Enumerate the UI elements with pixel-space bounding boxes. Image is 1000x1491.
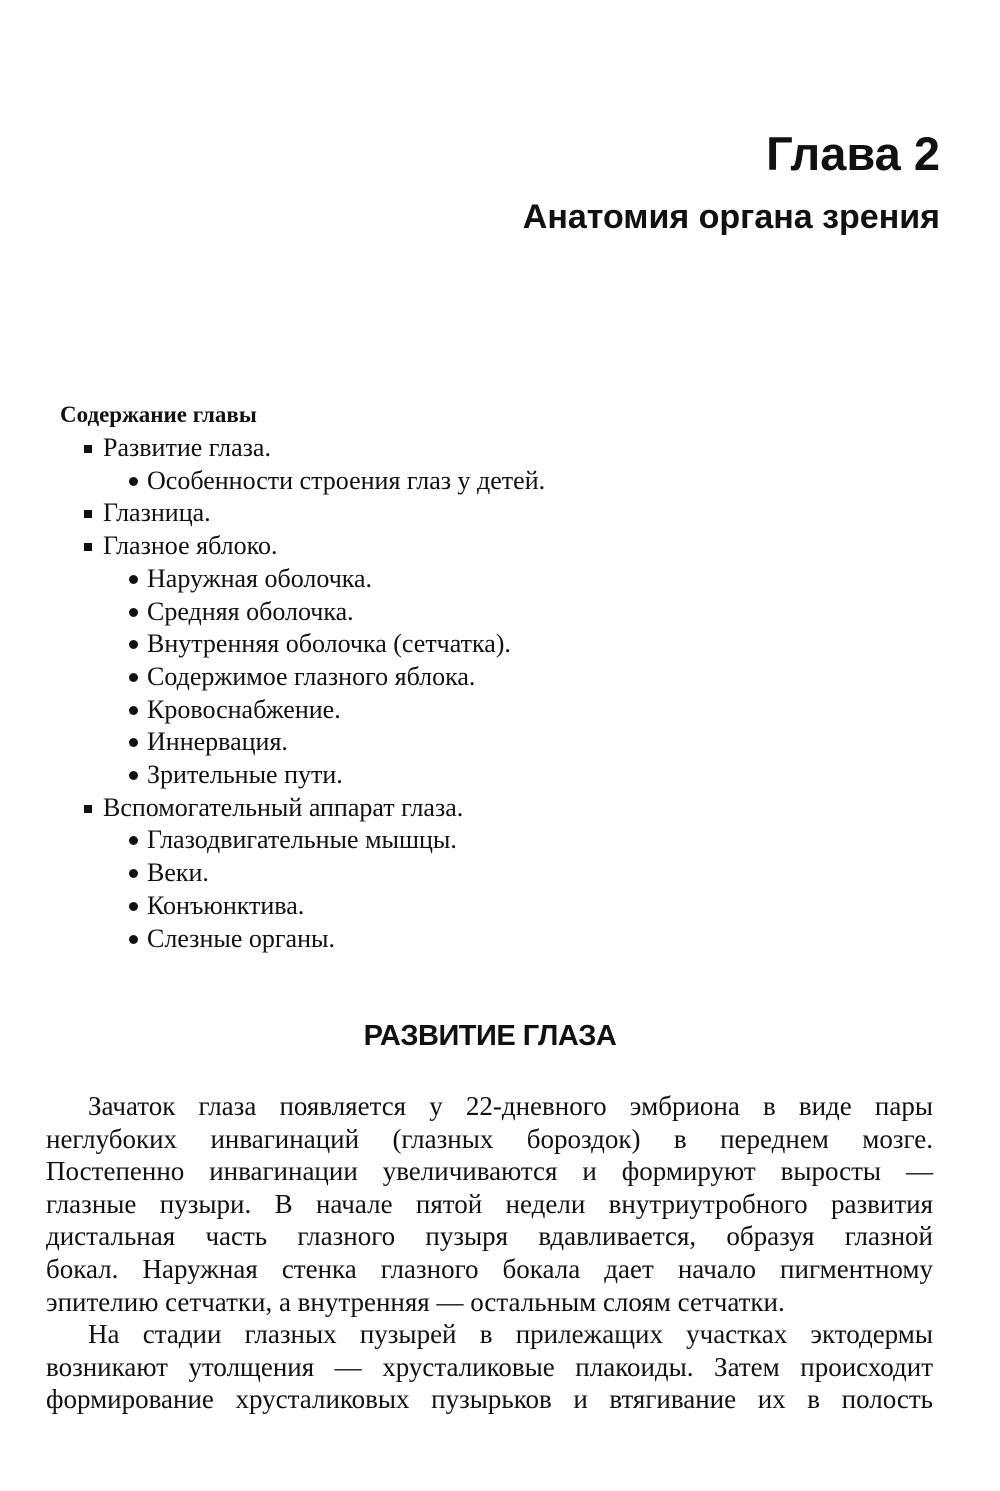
round-bullet-icon: [129, 575, 138, 584]
contents-item: [60, 890, 545, 923]
round-bullet-icon: [129, 836, 138, 845]
square-bullet-icon: [84, 445, 92, 453]
chapter-title: Анатомия органа зрения: [522, 198, 940, 236]
text-line: дистальная часть глазного пузыря вдавливается, образуя глазной: [46, 1221, 933, 1252]
contents-item-label: Слезные органы.: [147, 923, 335, 953]
square-bullet-icon: [84, 510, 92, 518]
round-bullet-icon: [129, 706, 138, 715]
chapter-contents: [60, 398, 545, 955]
round-bullet-icon: [129, 640, 138, 649]
section-body: [46, 1090, 933, 1416]
contents-item-label: Особенности строения глаз у детей.: [147, 465, 546, 495]
round-bullet-icon: [129, 902, 138, 911]
contents-item-label: Вспомогательный аппарат глаза.: [103, 792, 464, 822]
contents-item-label: Внутренняя оболочка (сетчатка).: [147, 629, 511, 659]
text-line: глазные пузыри. В начале пятой недели внутриутробного развития: [46, 1188, 933, 1219]
text-line: возникают утолщения — хрусталиковые плакоиды. Затем происходит: [46, 1351, 933, 1382]
round-bullet-icon: [129, 869, 138, 878]
contents-item-label: Наружная оболочка.: [147, 563, 373, 593]
round-bullet-icon: [129, 935, 138, 944]
paragraph: [46, 1090, 933, 1318]
contents-item: [60, 824, 545, 857]
contents-item: [60, 694, 545, 727]
round-bullet-icon: [129, 673, 138, 682]
contents-item-label: Глазное яблоко.: [103, 531, 278, 561]
round-bullet-icon: [129, 477, 138, 486]
contents-item: [60, 596, 545, 629]
contents-item: [60, 923, 545, 956]
contents-item-label: Глазница.: [103, 498, 211, 528]
round-bullet-icon: [129, 771, 138, 780]
section-heading: РАЗВИТИЕ ГЛАЗА: [363, 1020, 617, 1052]
contents-item: [60, 497, 545, 530]
contents-item: [60, 628, 545, 661]
contents-item-label: Развитие глаза.: [103, 433, 271, 462]
round-bullet-icon: [129, 738, 138, 747]
square-bullet-icon: [84, 543, 92, 551]
contents-item: [60, 432, 545, 465]
contents-item: [60, 759, 545, 792]
text-line: неглубоких инвагинаций (глазных бороздок) в переднем мозге.: [46, 1123, 933, 1154]
text-line: На стадии глазных пузырей в прилежащих участках эктодермы: [88, 1319, 933, 1350]
round-bullet-icon: [129, 608, 138, 617]
contents-heading: Содержание главы: [60, 402, 257, 427]
text-line: эпителию сетчатки, а внутренняя — остальным слоям сетчатки.: [46, 1286, 785, 1317]
contents-item: [60, 563, 545, 596]
contents-item-label: Содержимое глазного яблока.: [147, 661, 476, 691]
contents-item-label: Средняя оболочка.: [147, 596, 354, 626]
contents-item: [60, 726, 545, 759]
square-bullet-icon: [84, 805, 92, 813]
contents-item-label: Кровоснабжение.: [147, 694, 341, 724]
contents-item: [60, 857, 545, 890]
text-line: Постепенно инвагинации увеличиваются и формируют выросты —: [46, 1156, 933, 1187]
chapter-number: Глава 2: [766, 127, 940, 180]
contents-list: [60, 432, 545, 955]
contents-item: [60, 661, 545, 694]
contents-item-label: Глазодвигательные мышцы.: [147, 825, 457, 855]
text-line: формирование хрусталиковых пузырьков и втягивание их в полость: [46, 1384, 933, 1415]
contents-item: [60, 465, 545, 498]
text-line: Зачаток глаза появляется у 22-дневного эмбриона в виде пары: [88, 1091, 933, 1121]
contents-item-label: Веки.: [147, 858, 209, 888]
contents-item-label: Иннервация.: [147, 727, 288, 757]
contents-item: [60, 792, 545, 825]
text-line: бокал. Наружная стенка глазного бокала дает начало пигментному: [46, 1253, 933, 1284]
contents-item-label: Конъюнктива.: [147, 890, 305, 920]
contents-item-label: Зрительные пути.: [147, 760, 343, 790]
paragraph: [46, 1318, 933, 1416]
contents-item: [60, 530, 545, 563]
